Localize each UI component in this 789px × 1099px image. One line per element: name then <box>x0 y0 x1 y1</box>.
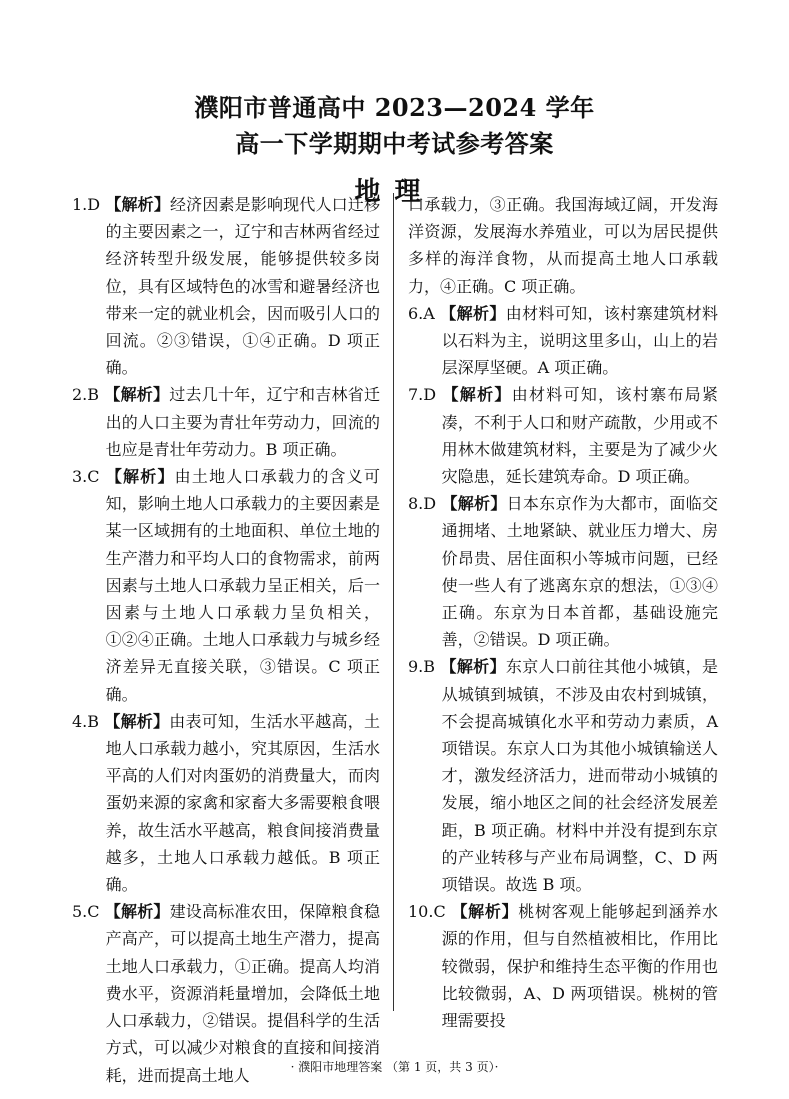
answer-item-6 <box>408 300 718 382</box>
answer-number: 7.D <box>408 385 437 405</box>
answer-number: 5.C <box>72 902 100 922</box>
answer-item-7 <box>408 381 718 490</box>
answer-number: 9.B <box>408 657 436 677</box>
answer-text: 由材料可知，该村寨布局紧凑，不利于人口和财产疏散，少用或不用林木做建筑材料，主要是为了减少火灾隐患，延长建筑寿命。D 项正确。 <box>441 385 718 487</box>
right-column <box>408 191 718 1034</box>
analysis-tag: 【解析】 <box>442 385 512 405</box>
answer-number: 2.B <box>72 385 100 405</box>
continuation-text: 口承载力，③正确。我国海域辽阔，开发海洋资源，发展海水养殖业，可以为居民提供多样的海洋食物，从而提高土地人口承载力，④正确。C 项正确。 <box>408 195 718 296</box>
analysis-tag: 【解析】 <box>441 494 507 514</box>
answer-text: 日本东京作为大都市，面临交通拥堵、土地紧缺、就业压力增大、房价昂贵、居住面积小等城市问题，已经使一些人有了逃离东京的想法，①③④正确。东京为日本首都，基础设施完善，②错误。D 项正确。 <box>441 494 718 650</box>
analysis-tag: 【解析】 <box>105 195 170 214</box>
answer-item-9 <box>408 653 718 898</box>
analysis-tag: 【解析】 <box>451 902 519 922</box>
answer-text: 过去几十年，辽宁和吉林省迁出的人口主要为青壮年劳动力，回流的也应是青壮年劳动力。B 项正确。 <box>105 385 380 459</box>
answer-text: 建设高标准农田，保障粮食稳产高产，可以提高土地生产潜力，提高土地人口承载力，①正确。提高人均消费水平，资源消耗量增加，会降低土地人口承载力，②错误。提倡科学的生活方式，可以减少对粮食的直接和间接消耗，进而提高土地人 <box>105 902 380 1085</box>
answer-number: 6.A <box>408 303 435 323</box>
answer-text: 东京人口前往其他小城镇，是从城镇到城镇，不涉及由农村到城镇，不会提高城镇化水平和劳动力素质，A 项错误。东京人口为其他小城镇输送人才，激发经济活力，进而带动小城镇的发展，缩小地区之间的社会经济发展差距，B 项正确。材料中并没有提到东京的产业转移与产业布局调整，C、D 两项错误。故选 B 项。 <box>441 657 718 895</box>
analysis-tag: 【解析】 <box>104 902 170 922</box>
answer-item-10 <box>408 898 718 1034</box>
analysis-tag: 【解析】 <box>440 657 506 677</box>
subject-heading: 地理 <box>354 177 435 207</box>
answer-text: 由土地人口承载力的含义可知，影响土地人口承载力的主要因素是某一区域拥有的土地面积、单位土地的生产潜力和平均人口的食物需求，前两因素与土地人口承载力呈正相关，后一因素与土地人口承载力呈负相关，①②④正确。土地人口承载力与城乡经济差异无直接关联，③错误。C 项正确。 <box>105 467 380 704</box>
answer-number: 10.C <box>408 902 446 922</box>
answer-number: 1.D <box>72 195 101 214</box>
answer-number: 8.D <box>408 494 437 514</box>
answer-text: 由表可知，生活水平越高，土地人口承载力越小，究其原因，生活水平高的人们对肉蛋奶的消费量大，而肉蛋奶来源的家禽和家畜大多需要粮食喂养，故生活水平越高，粮食间接消费量越多，土地人口承载力越低。B 项正确。 <box>105 711 380 895</box>
title-line-2: 高一下学期期中考试参考答案 <box>235 129 554 158</box>
title-line-1: 濮阳市普通高中 2023—2024 学年 <box>194 93 595 122</box>
answer-item-3 <box>72 463 380 708</box>
answer-text: 桃树客观上能够起到涵养水源的作用，但与自然植被相比，作用比较微弱，保护和维持生态平衡的作用也比较微弱，A、D 两项错误。桃树的管理需要投 <box>441 902 718 1031</box>
analysis-tag: 【解析】 <box>104 385 170 405</box>
analysis-tag: 【解析】 <box>104 711 170 731</box>
answer-number: 4.B <box>72 711 100 731</box>
left-column <box>72 191 380 1089</box>
answer-text: 经济因素是影响现代人口迁移的主要因素之一，辽宁和吉林两省经过经济转型升级发展，能够提供较多岗位，具有区域特色的冰雪和避暑经济也带来一定的就业机会，因而吸引人口的回流。②③错误，①④正确。D 项正确。 <box>105 195 380 378</box>
answer-number: 3.C <box>72 467 100 487</box>
page-footer: · 濮阳市地理答案 （第 1 页，共 3 页）· <box>290 1060 499 1074</box>
column-divider <box>393 193 394 1011</box>
analysis-tag: 【解析】 <box>440 303 506 323</box>
analysis-tag: 【解析】 <box>105 467 175 487</box>
answer-item-1 <box>72 191 380 381</box>
answer-item-8 <box>408 490 718 653</box>
answer-item-4 <box>72 708 380 898</box>
answer-text: 由材料可知，该村寨建筑材料以石料为主，说明这里多山，山上的岩层深厚坚硬。A 项正确。 <box>441 303 718 378</box>
answer-item-2 <box>72 381 380 463</box>
